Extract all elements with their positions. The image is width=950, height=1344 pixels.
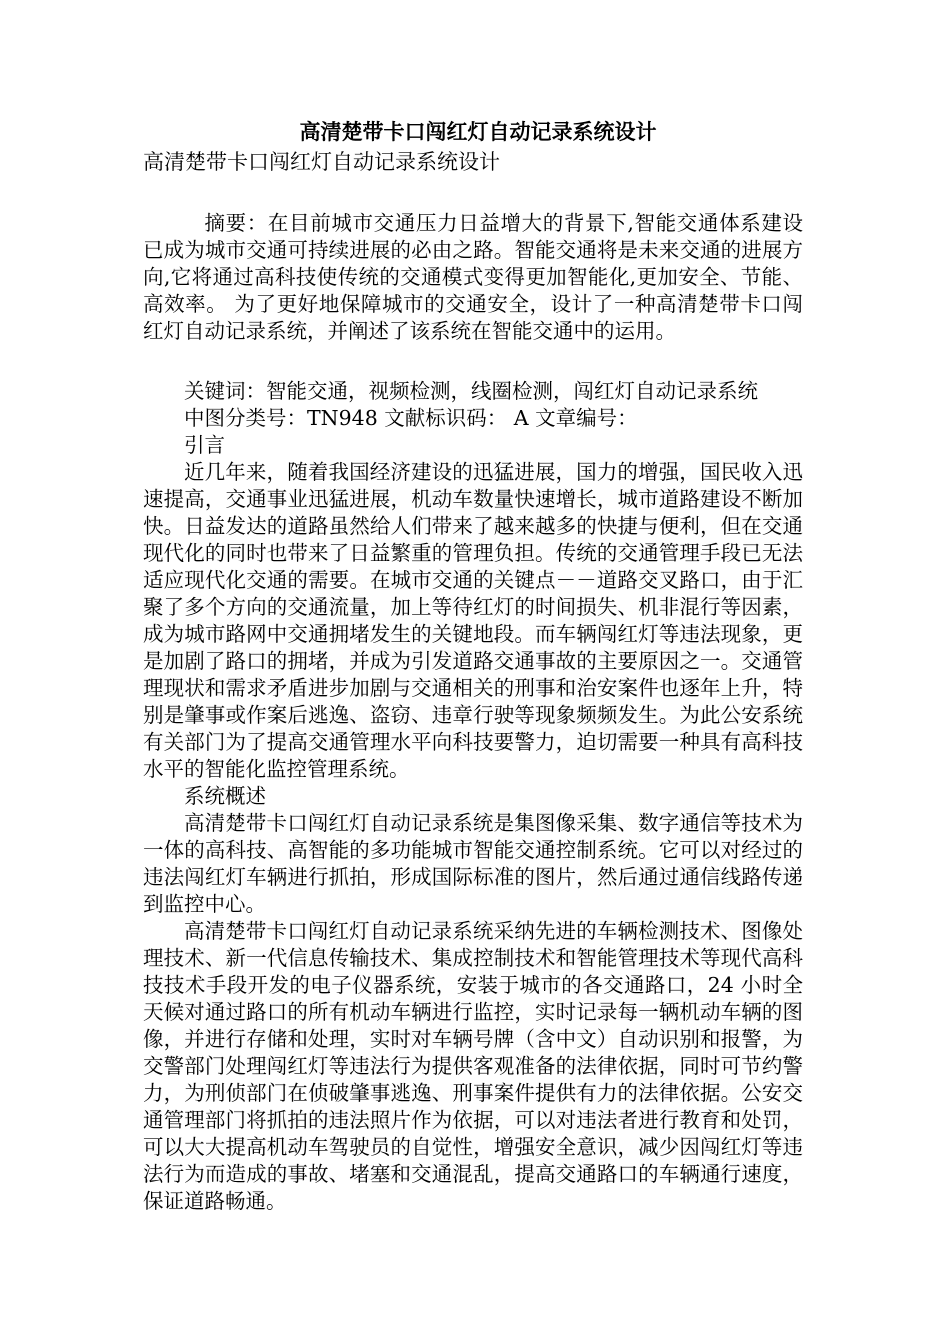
- section-heading-overview: 系统概述: [184, 784, 266, 808]
- overview-paragraph-1: 高清楚带卡口闯红灯自动记录系统是集图像采集、数字通信等技术为一体的高科技、高智能的多功能城市智能交通控制系统。它可以对经过的违法闯红灯车辆进行抓拍，形成国际标准的图片，然后通过通信线路传递到监控中心。: [143, 811, 803, 916]
- document-title: 高清楚带卡口闯红灯自动记录系统设计: [299, 119, 657, 144]
- abstract-paragraph: 摘要：在目前城市交通压力日益增大的背景下,智能交通体系建设已成为城市交通可持续进展的必由之路。智能交通将是未来交通的进展方向,它将通过高科技使传统的交通模式变得更加智能化,更加安全、节能、高效率。 为了更好地保障城市的交通安全，设计了一种高清楚带卡口闯红灯自动记录系统，并阐述了该系统在智能交通中的运用。: [143, 211, 803, 343]
- overview-paragraph-2: 高清楚带卡口闯红灯自动记录系统采纳先进的车辆检测技术、图像处理技术、新一代信息传输技术、集成控制技术和智能管理技术等现代高科技技术手段开发的电子仪器系统，安装于城市的各交通路口，24 小时全天候对通过路口的所有机动车辆进行监控，实时记录每一辆机动车辆的图像，并进行存储和处理，实时对车辆号牌（含中文）自动识别和报警，为交警部门处理闯红灯等违法行为提供客观准备的法律依据，同时可节约警力，为刑侦部门在侦破肇事逃逸、刑事案件提供有力的法律依据。公安交通管理部门将抓拍的违法照片作为依据，可以对违法者进行教育和处罚，可以大大提高机动车驾驶员的自觉性，增强安全意识，减少因闯红灯等违法行为而造成的事故、堵塞和交通混乱，提高交通路口的车辆通行速度，保证道路畅通。: [143, 919, 803, 1213]
- keywords-line: 关键词：智能交通，视频检测，线圈检测，闯红灯自动记录系统: [184, 379, 758, 403]
- section-heading-intro: 引言: [184, 433, 225, 457]
- spacer: [143, 345, 803, 378]
- classification-line: 中图分类号：TN948 文献标识码： A 文章编号：: [184, 406, 638, 430]
- document-subtitle: 高清楚带卡口闯红灯自动记录系统设计: [143, 150, 500, 174]
- document-body: [143, 117, 803, 1215]
- spacer: [143, 177, 803, 210]
- intro-paragraph: 近几年来，随着我国经济建设的迅猛进展，国力的增强，国民收入迅速提高，交通事业迅猛进展，机动车数量快速增长，城市道路建设不断加快。日益发达的道路虽然给人们带来了越来越多的快捷与便利，但在交通现代化的同时也带来了日益繁重的管理负担。传统的交通管理手段已无法适应现代化交通的需要。在城市交通的关键点－－道路交叉路口，由于汇聚了多个方向的交通流量，加上等待红灯的时间损失、机非混行等因素，成为城市路网中交通拥堵发生的关键地段。而车辆闯红灯等违法现象，更是加剧了路口的拥堵，并成为引发道路交通事故的主要原因之一。交通管理现状和需求矛盾进步加剧与交通相关的刑事和治安案件也逐年上升，特别是肇事或作案后逃逸、盗窃、违章行驶等现象频频发生。为此公安系统有关部门为了提高交通管理水平向科技要警力，迫切需要一种具有高科技水平的智能化监控管理系统。: [143, 460, 803, 781]
